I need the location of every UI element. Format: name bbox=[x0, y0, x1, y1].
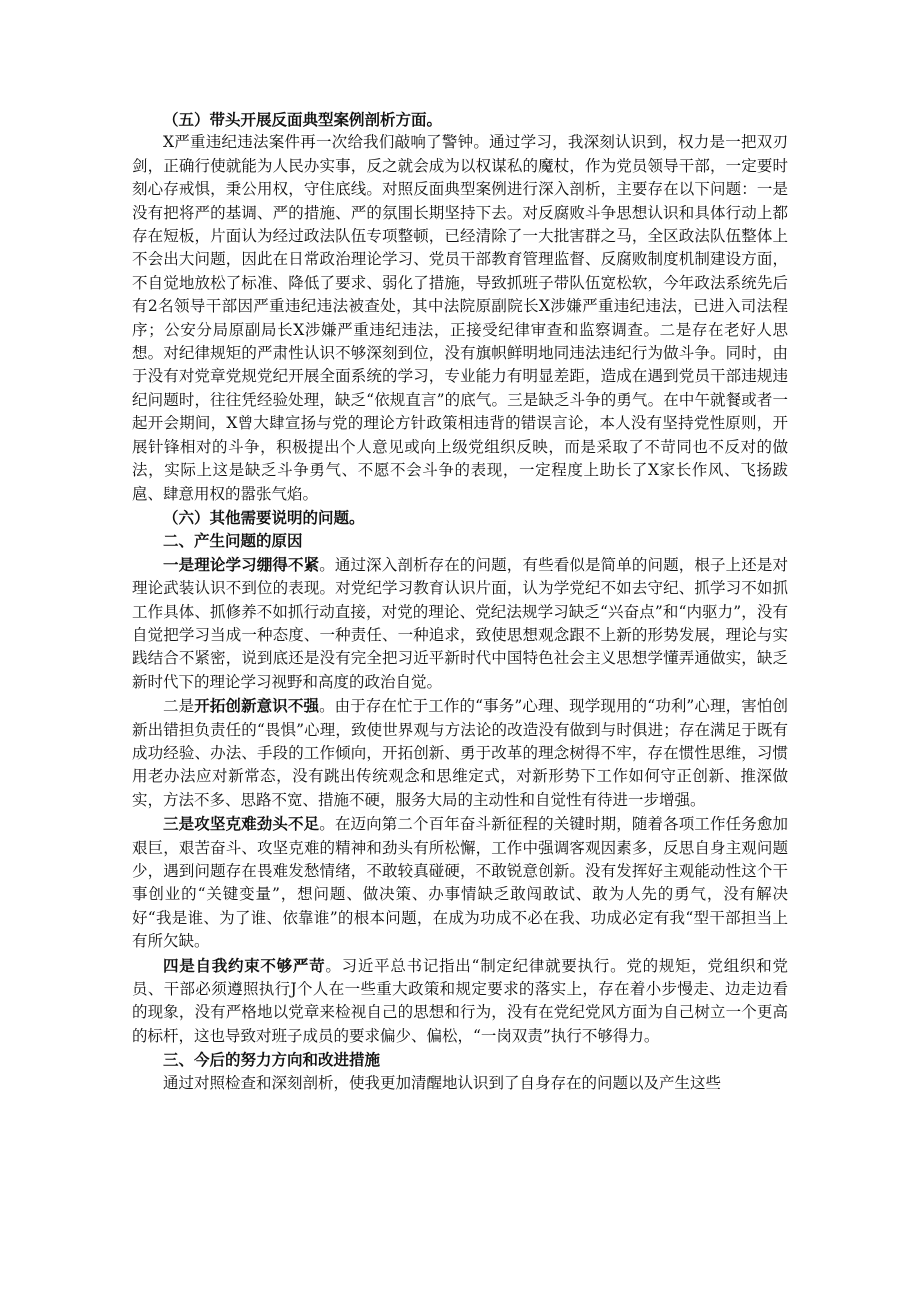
paragraph-cause-1 bbox=[132, 553, 788, 694]
paragraph-cause-2 bbox=[132, 694, 788, 812]
section-heading-5: （五）带头开展反面典型案例剖析方面。 bbox=[163, 110, 443, 129]
cause-3-lead: 三是攻坚克难劲头不足 bbox=[163, 814, 320, 834]
cause-1-text: 。通过深入剖析存在的问题，有些看似是简单的问题，根子上还是对理论武装认识不到位的表现。对党纪学习教育认识片面，认为学党纪不如去守纪、抓学习不如抓工作具体、抓修养不如抓行动直接，对党的理论、党纪法规学习缺乏“兴奋点”和“内驱力”，没有自觉把学习当成一种态度、一种责任、一种追求，致使思想观念跟不上新的形势发展，理论与实践结合不紧密，说到底还是没有完全把习近平新时代中国特色社会主义思想学懂弄通做实，缺乏新时代下的理论学习视野和高度的政治自觉。 bbox=[132, 555, 788, 691]
section-heading-improvements: 三、今后的努力方向和改进措施 bbox=[163, 1050, 381, 1070]
paragraph-cause-4 bbox=[132, 954, 788, 1049]
cause-1-lead: 一是理论学习绷得不紧 bbox=[163, 554, 320, 574]
document-body bbox=[132, 108, 788, 1095]
section-heading-6: （六）其他需要说明的问题。 bbox=[163, 507, 365, 527]
cause-4-lead: 四是自我约束不够严苛 bbox=[163, 955, 326, 975]
cause-2-prefix: 二是 bbox=[163, 697, 195, 716]
cause-3-text: 。在迈向第二个百年奋斗新征程的关键时期，随着各项工作任务愈加艰巨，艰苦奋斗、攻坚克难的精神和劲头有所松懈，工作中强调客观因素多，反思自身主观问题少，遇到问题存在畏难发愁情绪，不敢较真碰硬，不敢锐意创新。没有发挥好主观能动性这个干事创业的“关键变量”，想问题、做决策、办事情缺乏敢闯敢试、敢为人先的勇气，没有解决好“我是谁、为了谁、依靠谁”的根本问题，在成为功成不必在我、功成必定有我“型干部担当上有所欠缺。 bbox=[132, 815, 788, 951]
paragraph-cause-3 bbox=[132, 812, 788, 953]
cause-2-lead: 开拓创新意识不强 bbox=[194, 696, 320, 716]
paragraph-case-analysis: X严重违纪违法案件再一次给我们敲响了警钟。通过学习，我深刻认识到，权力是一把双刃剑，正确行使就能为人民办实事，反之就会成为以权谋私的魔杖，作为党员领导干部，一定要时刻心存戒惧，秉公用权，守住底线。对照反面典型案例进行深入剖析，主要存在以下问题：一是没有把将严的基调、严的措施、严的氛围长期坚持下去。对反腐败斗争思想认识和具体行动上都存在短板，片面认为经过政法队伍专项整顿，已经清除了一大批害群之马，全区政法队伍整体上不会出大问题，因此在日常政治理论学习、党员干部教育管理监督、反腐败制度机制建设方面，不自觉地放松了标准、降低了要求、弱化了措施，导致抓班子带队伍宽松软，今年政法系统先后有2名领导干部因严重违纪违法被查处，其中法院原副院长X涉嫌严重违纪违法，已进入司法程序；公安分局原副局长X涉嫌严重违纪违法，正接受纪律审查和监察调查。二是存在老好人思想。对纪律规矩的严肃性认识不够深刻到位，没有旗帜鲜明地同违法违纪行为做斗争。同时，由于没有对党章党规党纪开展全面系统的学习，专业能力有明显差距，造成在遇到党员干部违规违纪问题时，往往凭经验处理，缺乏“依规直言”的底气。三是缺乏斗争的勇气。在中午就餐或者一起开会期间，X曾大肆宣扬与党的理论方针政策相违背的错误言论，本人没有坚持党性原则，开展针锋相对的斗争，积极提出个人意见或向上级党组织反映，而是采取了不苛同也不反对的做法，实际上这是缺乏斗争勇气、不愿不会斗争的表现，一定程度上助长了X家长作风、飞扬跋扈、肆意用权的嚣张气焰。 bbox=[132, 133, 788, 503]
cause-4-text: 。习近平总书记指出“制定纪律就要执行。党的规矩，党组织和党员、干部必须遵照执行J个人在一些重大政策和规定要求的落实上，存在着小步慢走、边走边看的现象，没有严格地以党章来检视自己的思想和行为，没有在党纪党风方面为自己树立一个更高的标杆，这也导致对班子成员的要求偏少、偏松，“一岗双责”执行不够得力。 bbox=[132, 956, 788, 1045]
paragraph-improvements-intro: 通过对照检查和深刻剖析，使我更加清醒地认识到了自身存在的问题以及产生这些 bbox=[163, 1073, 722, 1092]
section-heading-causes: 二、产生问题的原因 bbox=[163, 531, 303, 551]
cause-2-text: 。由于存在忙于工作的“事务”心理、现学现用的“功利”心理，害怕创新出错担负责任的“畏惧”心理，致使世界观与方法论的改造没有做到与时俱进；存在满足于既有成功经验、办法、手段的工作倾向，开拓创新、勇于改革的理念树得不牢，存在惯性思维，习惯用老办法应对新常态，没有跳出传统观念和思维定式，对新形势下工作如何守正创新、推深做实，方法不多、思路不宽、措施不硬，服务大局的主动性和自觉性有待进一步增强。 bbox=[132, 697, 788, 809]
